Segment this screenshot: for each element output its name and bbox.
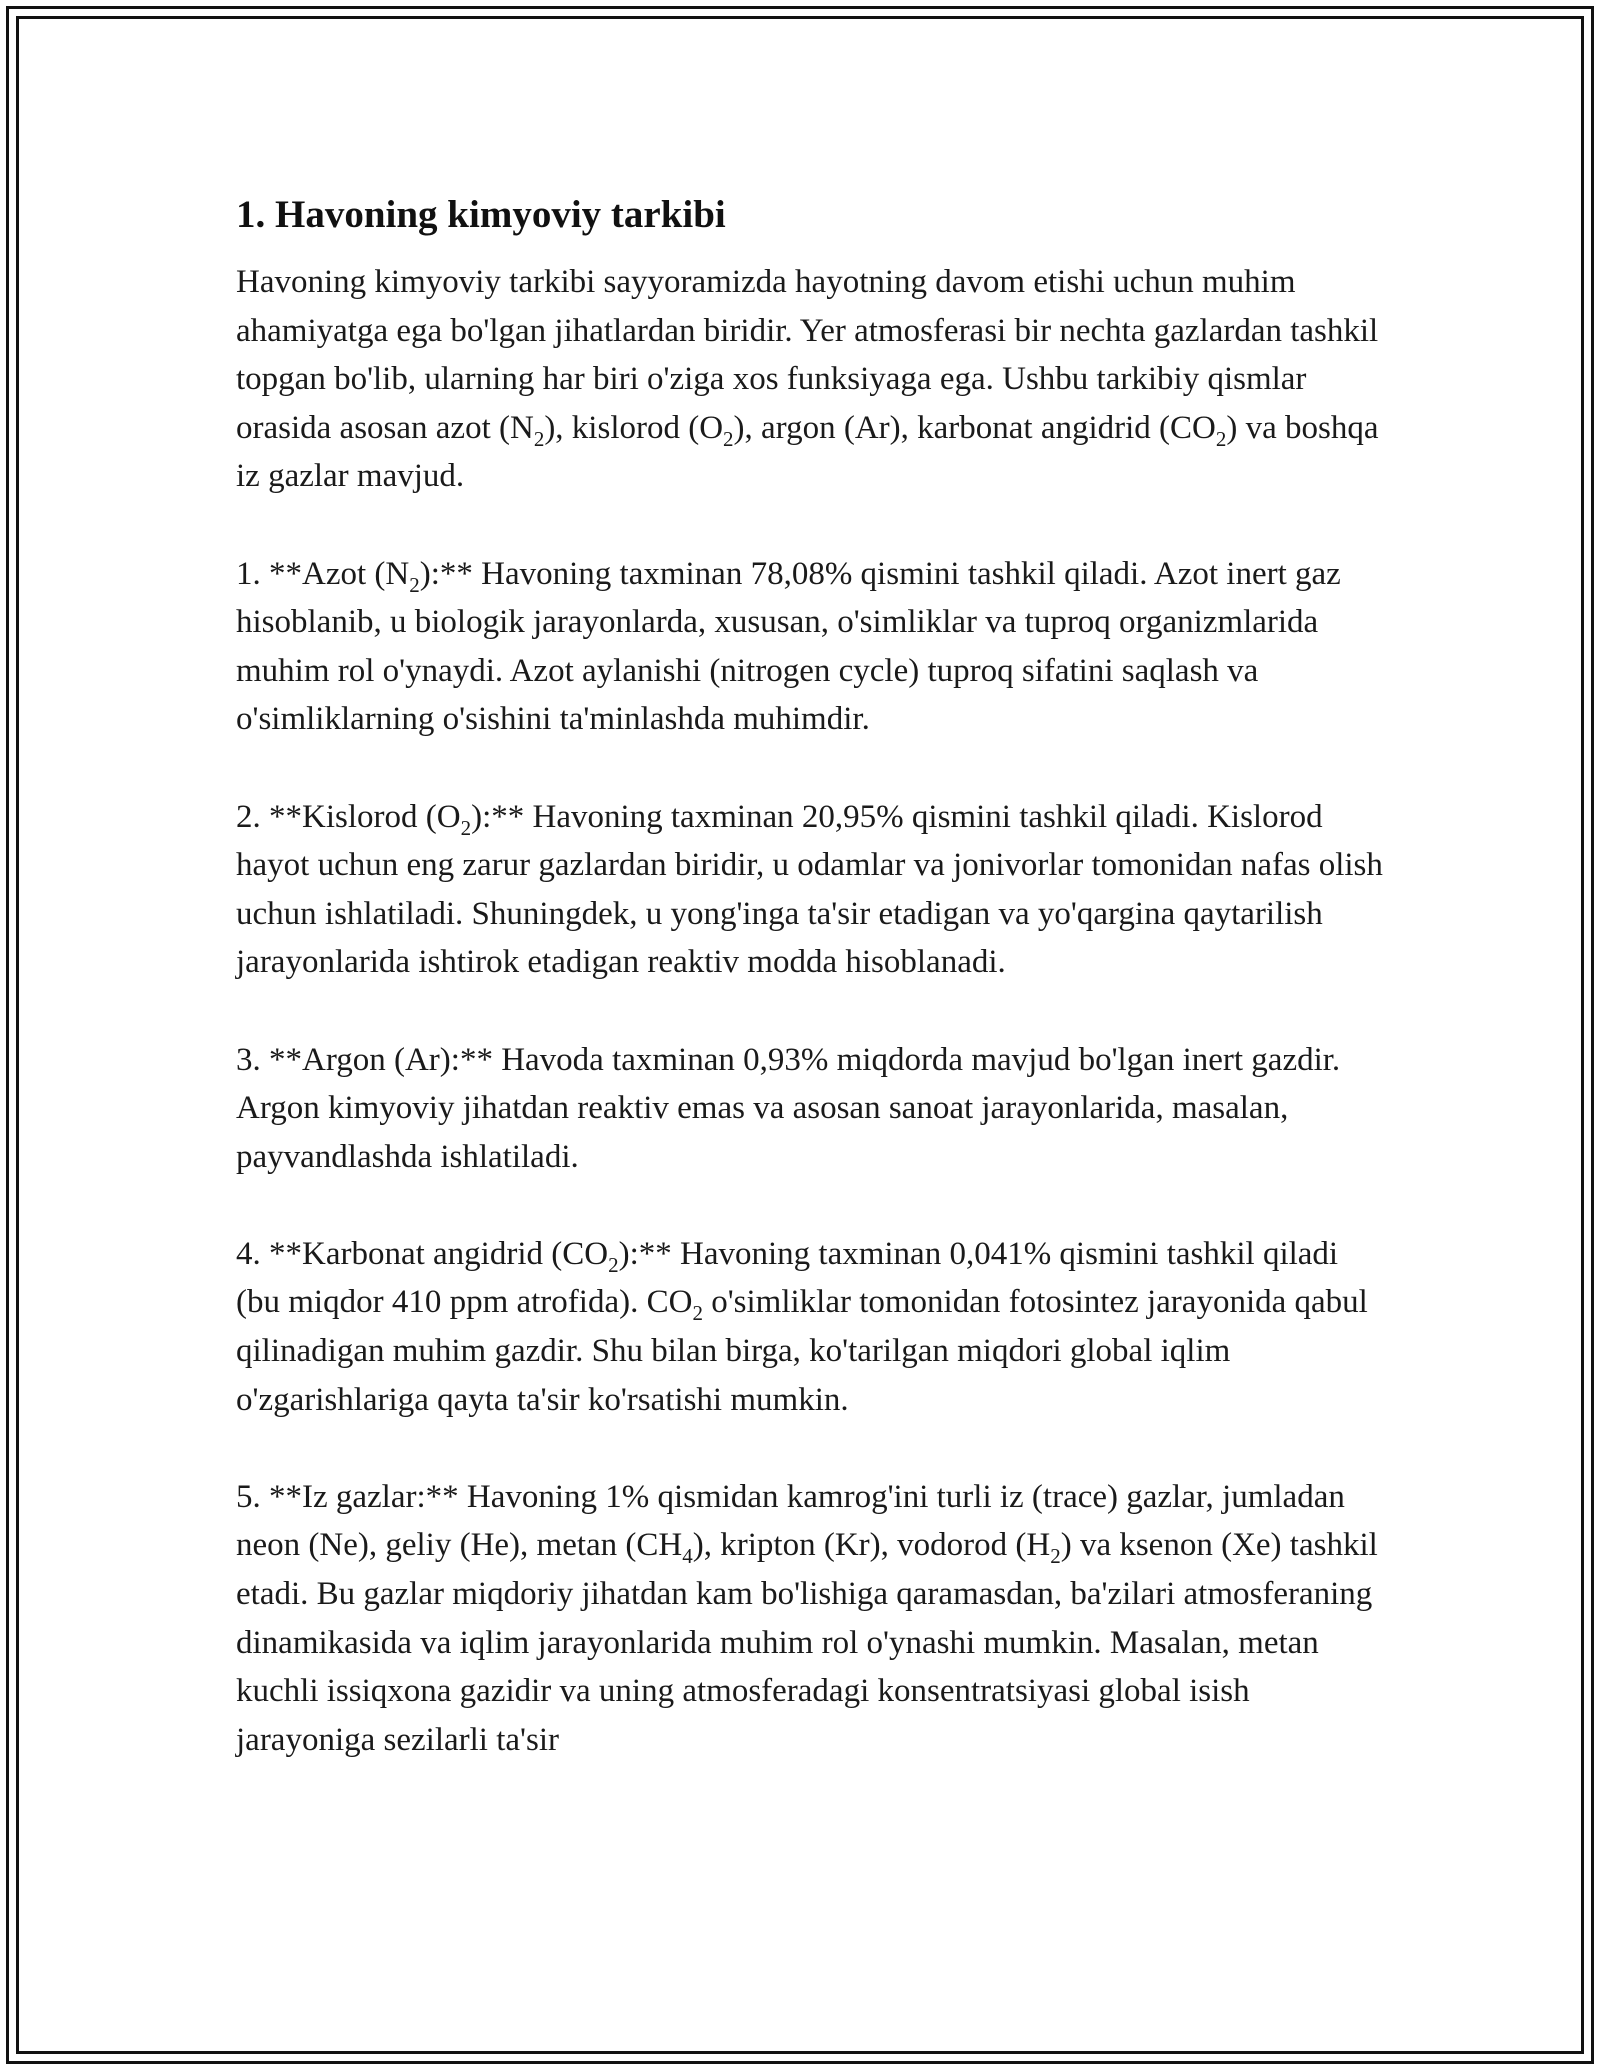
document-body bbox=[236, 186, 1386, 1813]
list-item-carbon-dioxide: 4. **Karbonat angidrid $(CO_2):**$ Havoning taxminan 0,041% qismini tashkil qiladi (bu miqdor 410 ppm atrofida). $CO_2$ o'simliklar tomonidan fotosintez jarayonida qabul qilinadigan muhim gazdir. Shu bilan birga, ko'tarilgan miqdori global iqlim o'zgarishlariga qayta ta'sir ko'rsatishi mumkin. bbox=[236, 1235, 1368, 1418]
intro-paragraph: Havoning kimyoviy tarkibi sayyoramizda hayotning davom etishi uchun muhim ahamiyatga ega bo'lgan jihatlardan biridir. Yer atmosferasi bir nechta gazlardan tashkil topgan bo'lib, ularning har biri o'ziga xos funksiyaga ega. Ushbu tarkibiy qismlar orasida asosan azot $(N_2)$, kislorod $(O_2)$, argon (Ar), karbonat angidrid $(CO_2)$ va boshqa iz gazlar mavjud. bbox=[236, 264, 1379, 495]
list-item-oxygen: 2. **Kislorod $(O_2):**$ Havoning taxminan 20,95% qismini tashkil qiladi. Kislorod hayot uchun eng zarur gazlardan biridir, u odamlar va jonivorlar tomonidan nafas olish uchun ishlatiladi. Shuningdek, u yong'inga ta'sir etadigan va yo'qargina qaytarilish jarayonlarida ishtirok etadigan reaktiv modda hisoblanadi. bbox=[236, 798, 1383, 981]
list-item-trace-gases: 5. **Iz gazlar:** Havoning 1% qismidan kamrog'ini turli iz (trace) gazlar, jumladan neon (Ne), geliy (He), metan $(CH_4)$, kripton (Kr), vodorod $(H_2)$ va ksenon (Xe) tashkil etadi. Bu gazlar miqdoriy jihatdan kam bo'lishiga qaramasdan, ba'zilari atmosferaning dinamikasida va iqlim jarayonlarida muhim rol o'ynashi mumkin. Masalan, metan kuchli issiqxona gazidir va uning atmosferadagi konsentratsiyasi global isish jarayoniga sezilarli ta'sir bbox=[236, 1478, 1378, 1758]
section-heading: 1. Havoning kimyoviy tarkibi bbox=[236, 193, 726, 236]
list-item-argon: 3. **Argon (Ar):** Havoda taxminan 0,93% miqdorda mavjud bo'lgan inert gazdir. Argon kimyoviy jihatdan reaktiv emas va asosan sanoat jarayonlarida, masalan, payvandlashda ishlatiladi. bbox=[236, 1041, 1341, 1175]
list-item-nitrogen: 1. **Azot $(N_2):**$ Havoning taxminan 78,08% qismini tashkil qiladi. Azot inert gaz hisoblanib, u biologik jarayonlarda, xususan, o'simliklar va tuproq organizmlarida muhim rol o'ynaydi. Azot aylanishi (nitrogen cycle) tuproq sifatini saqlash va o'simliklarning o'sishini ta'minlashda muhimdir. bbox=[236, 555, 1341, 738]
